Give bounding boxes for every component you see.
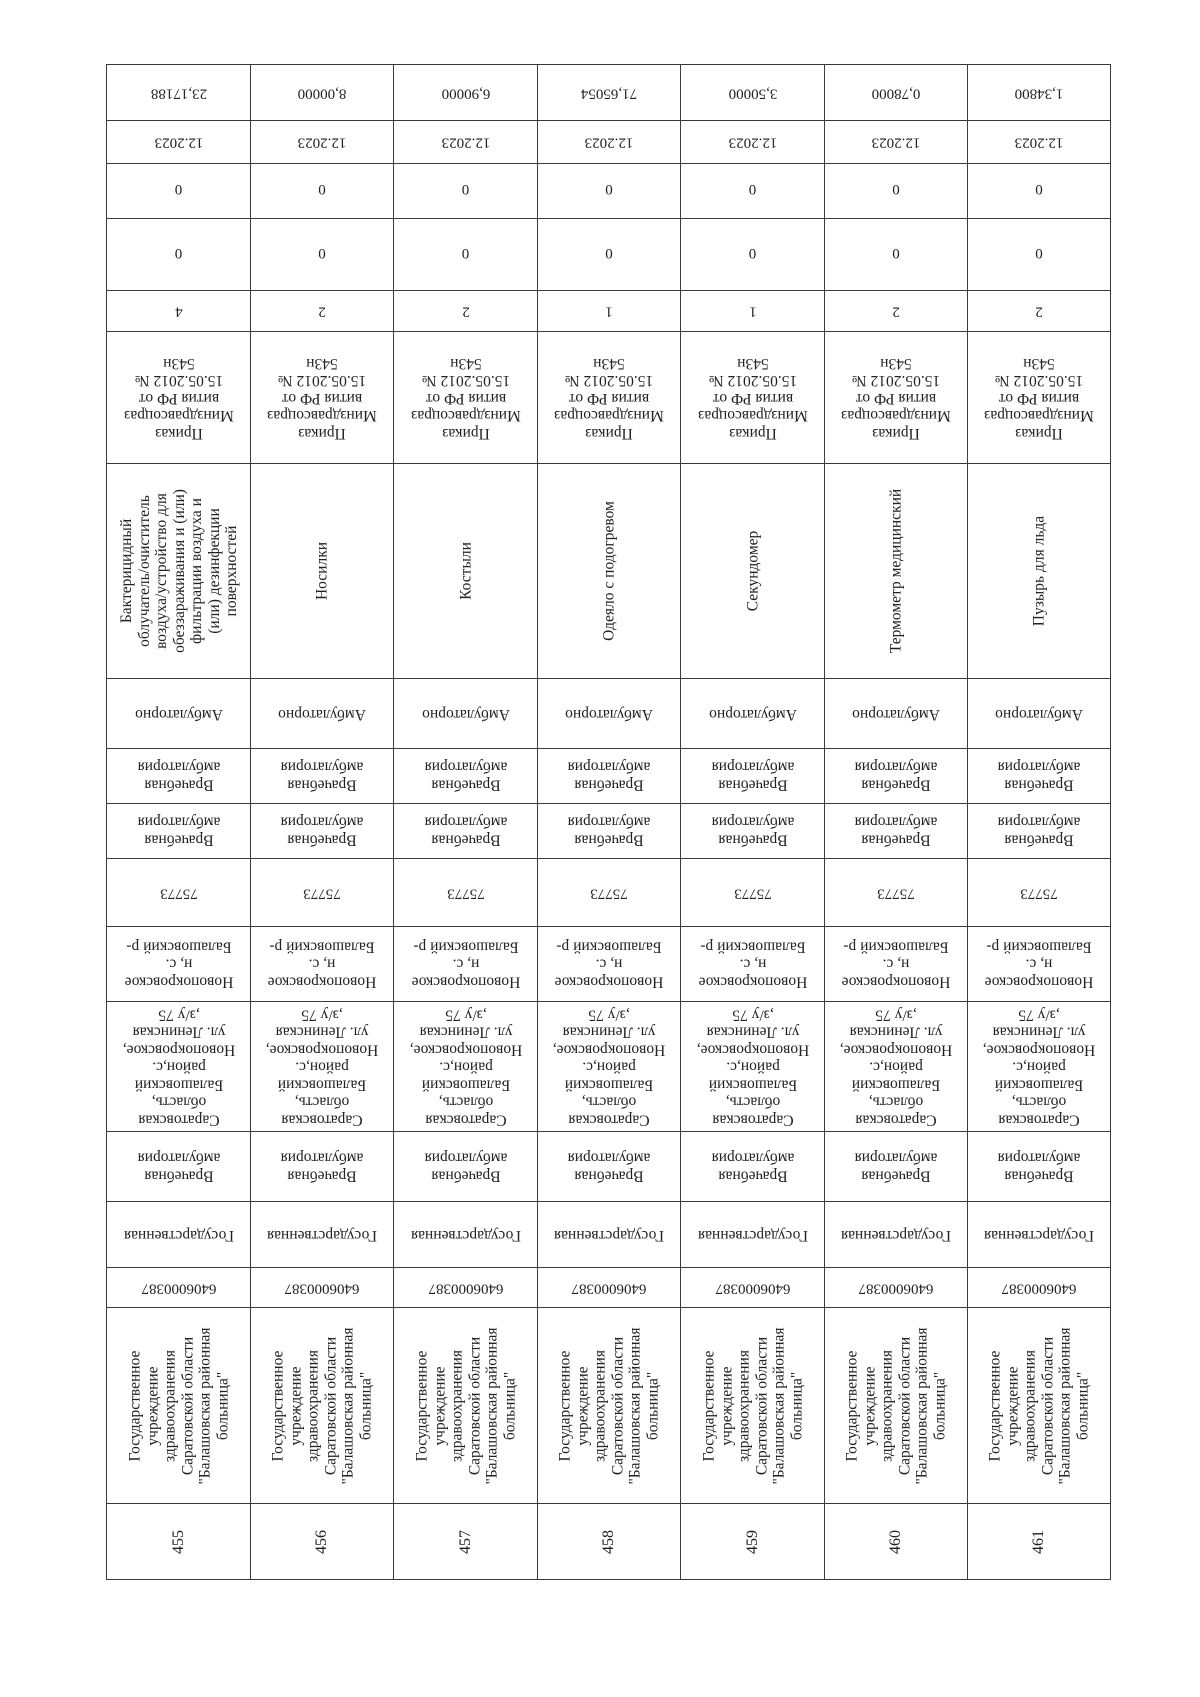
value-text: 6,90000: [441, 84, 490, 101]
settlement-text: Новопокровское н, с. Балашовский р-: [267, 938, 377, 991]
inn-cell: [968, 1268, 1111, 1308]
date-text: 12.2023: [584, 134, 634, 151]
address-text: Саратовская область, Балашовский район,с. Новопокровское, ул. Ленинская ,з/у 75: [552, 1005, 666, 1128]
address-text: Саратовская область, Балашовский район,с. Новопокровское, ул. Ленинская ,з/у 75: [982, 1005, 1096, 1128]
postcode-text: 75773: [590, 884, 628, 901]
zero-text: 0: [748, 246, 757, 263]
zero-text: 0: [174, 182, 183, 199]
postcode-text: 75773: [1020, 884, 1058, 901]
order-text: Приказ Минздравсоцраз вития РФ от 15.05.2012 № 543н: [841, 354, 951, 442]
organization-text: Государственное учреждение здравоохранения Саратовской области "Балашовская районная больница": [843, 1326, 948, 1485]
count-text: 2: [461, 303, 470, 320]
division-text: Врачебная амбулатория: [854, 1149, 938, 1184]
zero-cell: [538, 164, 681, 219]
postcode-cell: [681, 859, 825, 927]
zero-cell: [251, 219, 394, 291]
table-band: [107, 332, 1111, 464]
date-cell: [681, 121, 825, 164]
inn-text: 6406000387: [141, 1279, 216, 1296]
organization-cell: [394, 1308, 538, 1504]
value-cell: [968, 65, 1111, 121]
postcode-cell: [394, 859, 538, 927]
equipment-name-text: Бактерицидный облучатель/очиститель воздуха/устройство для обеззараживания и (или) фильтрации воздуха и (или) дезинфекции поверхностей: [117, 489, 240, 653]
organization-text: Государственное учреждение здравоохранения Саратовской области "Балашовская районная больница": [126, 1326, 231, 1485]
division-text: Врачебная амбулатория: [424, 1149, 507, 1184]
zero-text: 0: [174, 246, 183, 263]
ownership-cell: [825, 1202, 968, 1268]
ownership-text: Государственная: [266, 1226, 378, 1244]
division-text: Врачебная амбулатория: [280, 1149, 364, 1184]
address-text: Саратовская область, Балашовский район,с. Новопокровское, ул. Ленинская ,з/у 75: [265, 1005, 379, 1128]
table-band: [107, 1202, 1111, 1268]
count-text: 1: [748, 303, 757, 320]
equipment-name-cell: [681, 464, 825, 679]
care-mode-cell: [825, 679, 968, 749]
equipment-table: [106, 64, 1111, 1580]
organization-text: Государственное учреждение здравоохранения Саратовской области "Балашовская районная больница": [269, 1326, 374, 1485]
organization-cell: [538, 1308, 681, 1504]
organization-cell: [251, 1308, 394, 1504]
zero-cell: [681, 164, 825, 219]
settlement-cell: [681, 927, 825, 1002]
equipment-name-cell: [968, 464, 1111, 679]
division-cell: [251, 1132, 394, 1202]
unit-text: Врачебная амбулатория: [280, 814, 364, 849]
zero-text: 0: [892, 246, 900, 263]
order-text: Приказ Минздравсоцраз вития РФ от 15.05.2012 № 543н: [697, 354, 808, 442]
care-mode-text: Амбулаторно: [134, 705, 223, 723]
settlement-cell: [825, 927, 968, 1002]
ownership-text: Государственная: [840, 1226, 952, 1244]
count-cell: [394, 291, 538, 332]
unit-cell: [251, 749, 394, 804]
address-cell: [825, 1002, 968, 1132]
organization-cell: [107, 1308, 251, 1504]
unit-cell: [538, 804, 681, 859]
table-band: [107, 1308, 1111, 1504]
equipment-name-text: Носилки: [313, 541, 331, 601]
equipment-name-cell: [107, 464, 251, 679]
zero-cell: [394, 164, 538, 219]
postcode-text: 75773: [303, 884, 341, 901]
address-text: Саратовская область, Балашовский район,с. Новопокровское, ул. Ленинская ,з/у 75: [696, 1005, 809, 1128]
count-cell: [681, 291, 825, 332]
table-band: [107, 464, 1111, 679]
order-cell: [681, 332, 825, 464]
address-cell: [394, 1002, 538, 1132]
count-cell: [107, 291, 251, 332]
table-band: [107, 1504, 1111, 1580]
equipment-name-cell: [825, 464, 968, 679]
settlement-cell: [538, 927, 681, 1002]
care-mode-cell: [107, 679, 251, 749]
inn-cell: [681, 1268, 825, 1308]
equipment-name-text: Секундомер: [743, 530, 761, 612]
row-number-cell: [394, 1504, 538, 1580]
inn-text: 6406000387: [858, 1279, 934, 1296]
date-cell: [825, 121, 968, 164]
row-number-cell: [681, 1504, 825, 1580]
unit-text: Врачебная амбулатория: [854, 814, 938, 849]
count-cell: [251, 291, 394, 332]
table-band: [107, 1268, 1111, 1308]
settlement-cell: [968, 927, 1111, 1002]
unit-cell: [681, 804, 825, 859]
unit-text: Врачебная амбулатория: [280, 759, 364, 794]
order-text: Приказ Минздравсоцраз вития РФ от 15.05.2012 № 543н: [123, 354, 234, 442]
value-text: 71,65054: [580, 84, 638, 101]
postcode-text: 75773: [733, 884, 772, 901]
count-text: 1: [605, 303, 613, 320]
zero-text: 0: [461, 182, 470, 199]
postcode-cell: [107, 859, 251, 927]
settlement-text: Новопокровское н, с. Балашовский р-: [841, 938, 951, 991]
unit-cell: [394, 749, 538, 804]
table-band: [107, 859, 1111, 927]
unit-text: Врачебная амбулатория: [997, 814, 1081, 849]
row-number-text: 461: [1029, 1529, 1047, 1554]
count-cell: [538, 291, 681, 332]
settlement-cell: [251, 927, 394, 1002]
settlement-cell: [107, 927, 251, 1002]
care-mode-text: Амбулаторно: [565, 705, 653, 723]
address-cell: [538, 1002, 681, 1132]
value-cell: [825, 65, 968, 121]
order-text: Приказ Минздравсоцраз вития РФ от 15.05.2012 № 543н: [554, 354, 664, 442]
count-cell: [825, 291, 968, 332]
unit-text: Врачебная амбулатория: [137, 759, 220, 794]
row-number-text: 459: [743, 1529, 761, 1554]
zero-text: 0: [892, 182, 900, 199]
count-text: 2: [318, 303, 326, 320]
address-text: Саратовская область, Балашовский район,с. Новопокровское, ул. Ленинская ,з/у 75: [122, 1005, 235, 1128]
zero-text: 0: [605, 246, 613, 263]
ownership-text: Государственная: [697, 1226, 808, 1244]
inn-text: 6406000387: [284, 1279, 360, 1296]
postcode-cell: [968, 859, 1111, 927]
division-cell: [538, 1132, 681, 1202]
date-cell: [968, 121, 1111, 164]
count-text: 4: [174, 303, 183, 320]
row-number-cell: [825, 1504, 968, 1580]
settlement-text: Новопокровское н, с. Балашовский р-: [554, 938, 664, 991]
division-cell: [394, 1132, 538, 1202]
settlement-text: Новопокровское н, с. Балашовский р-: [984, 938, 1094, 991]
count-cell: [968, 291, 1111, 332]
order-cell: [825, 332, 968, 464]
table-band: [107, 65, 1111, 121]
unit-cell: [538, 749, 681, 804]
inn-cell: [107, 1268, 251, 1308]
value-text: 3,50000: [728, 84, 777, 101]
date-text: 12.2023: [441, 134, 490, 151]
care-mode-text: Амбулаторно: [995, 705, 1083, 723]
division-cell: [968, 1132, 1111, 1202]
zero-cell: [968, 164, 1111, 219]
equipment-name-cell: [394, 464, 538, 679]
ownership-cell: [681, 1202, 825, 1268]
settlement-text: Новопокровское н, с. Балашовский р-: [698, 938, 807, 991]
care-mode-text: Амбулаторно: [708, 705, 797, 723]
equipment-name-cell: [251, 464, 394, 679]
zero-text: 0: [748, 182, 757, 199]
postcode-text: 75773: [877, 884, 915, 901]
row-number-text: 457: [456, 1529, 474, 1554]
zero-cell: [107, 164, 251, 219]
order-cell: [968, 332, 1111, 464]
ownership-text: Государственная: [410, 1226, 521, 1244]
unit-text: Врачебная амбулатория: [567, 759, 651, 794]
zero-text: 0: [318, 182, 326, 199]
inn-cell: [825, 1268, 968, 1308]
ownership-text: Государственная: [983, 1226, 1095, 1244]
order-text: Приказ Минздравсоцраз вития РФ от 15.05.2012 № 543н: [410, 354, 521, 442]
unit-text: Врачебная амбулатория: [711, 759, 794, 794]
zero-text: 0: [1035, 182, 1043, 199]
unit-cell: [968, 804, 1111, 859]
settlement-text: Новопокровское н, с. Балашовский р-: [411, 938, 520, 991]
unit-text: Врачебная амбулатория: [137, 814, 220, 849]
zero-text: 0: [461, 246, 470, 263]
ownership-text: Государственная: [553, 1226, 665, 1244]
row-number-cell: [968, 1504, 1111, 1580]
value-cell: [394, 65, 538, 121]
count-text: 2: [892, 303, 900, 320]
value-text: 8,00000: [297, 84, 347, 101]
order-text: Приказ Минздравсоцраз вития РФ от 15.05.2012 № 543н: [984, 354, 1094, 442]
zero-cell: [538, 219, 681, 291]
care-mode-cell: [394, 679, 538, 749]
unit-cell: [825, 749, 968, 804]
zero-text: 0: [1035, 246, 1043, 263]
table-band: [107, 219, 1111, 291]
ownership-cell: [251, 1202, 394, 1268]
count-text: 2: [1035, 303, 1043, 320]
table-band: [107, 1002, 1111, 1132]
unit-cell: [251, 804, 394, 859]
table-band: [107, 291, 1111, 332]
equipment-name-text: Одеяло с подогревом: [600, 501, 618, 641]
postcode-cell: [825, 859, 968, 927]
care-mode-text: Амбулаторно: [278, 705, 366, 723]
zero-cell: [825, 164, 968, 219]
unit-text: Врачебная амбулатория: [567, 814, 651, 849]
care-mode-cell: [538, 679, 681, 749]
organization-cell: [681, 1308, 825, 1504]
ownership-cell: [968, 1202, 1111, 1268]
zero-text: 0: [318, 246, 326, 263]
unit-cell: [681, 749, 825, 804]
division-text: Врачебная амбулатория: [137, 1149, 220, 1184]
equipment-name-cell: [538, 464, 681, 679]
postcode-text: 75773: [446, 884, 485, 901]
value-cell: [251, 65, 394, 121]
inn-cell: [538, 1268, 681, 1308]
address-text: Саратовская область, Балашовский район,с. Новопокровское, ул. Ленинская ,з/у 75: [409, 1005, 522, 1128]
zero-cell: [825, 219, 968, 291]
division-cell: [107, 1132, 251, 1202]
row-number-text: 456: [312, 1529, 330, 1554]
unit-cell: [107, 804, 251, 859]
organization-text: Государственное учреждение здравоохранения Саратовской области "Балашовская районная больница": [986, 1326, 1091, 1485]
inn-text: 6406000387: [428, 1279, 503, 1296]
division-cell: [825, 1132, 968, 1202]
unit-text: Врачебная амбулатория: [424, 759, 507, 794]
unit-text: Врачебная амбулатория: [424, 814, 507, 849]
row-number-cell: [251, 1504, 394, 1580]
date-text: 12.2023: [297, 134, 347, 151]
division-text: Врачебная амбулатория: [711, 1149, 794, 1184]
unit-text: Врачебная амбулатория: [854, 759, 938, 794]
zero-cell: [681, 219, 825, 291]
date-text: 12.2023: [871, 134, 921, 151]
date-text: 12.2023: [154, 134, 203, 151]
organization-text: Государственное учреждение здравоохранения Саратовской области "Балашовская районная больница": [700, 1326, 805, 1485]
address-cell: [968, 1002, 1111, 1132]
table-band: [107, 749, 1111, 804]
unit-cell: [107, 749, 251, 804]
unit-cell: [825, 804, 968, 859]
date-cell: [538, 121, 681, 164]
table-band: [107, 164, 1111, 219]
postcode-text: 75773: [159, 884, 198, 901]
table-band: [107, 679, 1111, 749]
zero-cell: [251, 164, 394, 219]
table-band: [107, 927, 1111, 1002]
postcode-cell: [251, 859, 394, 927]
order-cell: [107, 332, 251, 464]
address-cell: [681, 1002, 825, 1132]
row-number-text: 458: [599, 1529, 617, 1554]
value-cell: [681, 65, 825, 121]
value-cell: [538, 65, 681, 121]
ownership-cell: [538, 1202, 681, 1268]
zero-text: 0: [605, 182, 613, 199]
ownership-text: Государственная: [123, 1226, 234, 1244]
date-cell: [251, 121, 394, 164]
order-cell: [538, 332, 681, 464]
row-number-text: 460: [886, 1529, 904, 1554]
order-text: Приказ Минздравсоцраз вития РФ от 15.05.2012 № 543н: [267, 354, 377, 442]
unit-text: Врачебная амбулатория: [997, 759, 1081, 794]
inn-cell: [251, 1268, 394, 1308]
unit-text: Врачебная амбулатория: [711, 814, 794, 849]
row-number-cell: [107, 1504, 251, 1580]
unit-cell: [394, 804, 538, 859]
settlement-cell: [394, 927, 538, 1002]
date-text: 12.2023: [1014, 134, 1064, 151]
inn-text: 6406000387: [571, 1279, 647, 1296]
date-cell: [107, 121, 251, 164]
address-cell: [251, 1002, 394, 1132]
division-cell: [681, 1132, 825, 1202]
equipment-name-text: Костыли: [456, 542, 474, 600]
division-text: Врачебная амбулатория: [997, 1149, 1081, 1184]
division-text: Врачебная амбулатория: [567, 1149, 651, 1184]
zero-cell: [968, 219, 1111, 291]
order-cell: [394, 332, 538, 464]
inn-cell: [394, 1268, 538, 1308]
care-mode-cell: [251, 679, 394, 749]
equipment-name-text: Пузырь для льда: [1030, 515, 1048, 627]
table-band: [107, 1132, 1111, 1202]
postcode-cell: [538, 859, 681, 927]
row-number-text: 455: [169, 1529, 187, 1554]
address-cell: [107, 1002, 251, 1132]
date-cell: [394, 121, 538, 164]
settlement-text: Новопокровское н, с. Балашовский р-: [124, 938, 233, 991]
table-band: [107, 804, 1111, 859]
row-number-cell: [538, 1504, 681, 1580]
value-text: 0,78000: [871, 84, 921, 101]
ownership-cell: [107, 1202, 251, 1268]
organization-cell: [968, 1308, 1111, 1504]
care-mode-text: Амбулаторно: [852, 705, 940, 723]
unit-cell: [968, 749, 1111, 804]
care-mode-cell: [681, 679, 825, 749]
zero-cell: [107, 219, 251, 291]
value-cell: [107, 65, 251, 121]
care-mode-text: Амбулаторно: [421, 705, 510, 723]
equipment-name-text: Термометр медицинский: [887, 488, 905, 654]
table-band: [107, 121, 1111, 164]
order-cell: [251, 332, 394, 464]
organization-cell: [825, 1308, 968, 1504]
date-text: 12.2023: [728, 134, 777, 151]
inn-text: 6406000387: [715, 1279, 790, 1296]
value-text: 1,34800: [1014, 84, 1064, 101]
inn-text: 6406000387: [1001, 1279, 1077, 1296]
organization-text: Государственное учреждение здравоохранения Саратовской области "Балашовская районная больница": [413, 1326, 518, 1485]
zero-cell: [394, 219, 538, 291]
address-text: Саратовская область, Балашовский район,с. Новопокровское, ул. Ленинская ,з/у 75: [839, 1005, 953, 1128]
organization-text: Государственное учреждение здравоохранения Саратовской области "Балашовская районная больница": [556, 1326, 661, 1485]
care-mode-cell: [968, 679, 1111, 749]
ownership-cell: [394, 1202, 538, 1268]
value-text: 23,17188: [150, 84, 207, 101]
